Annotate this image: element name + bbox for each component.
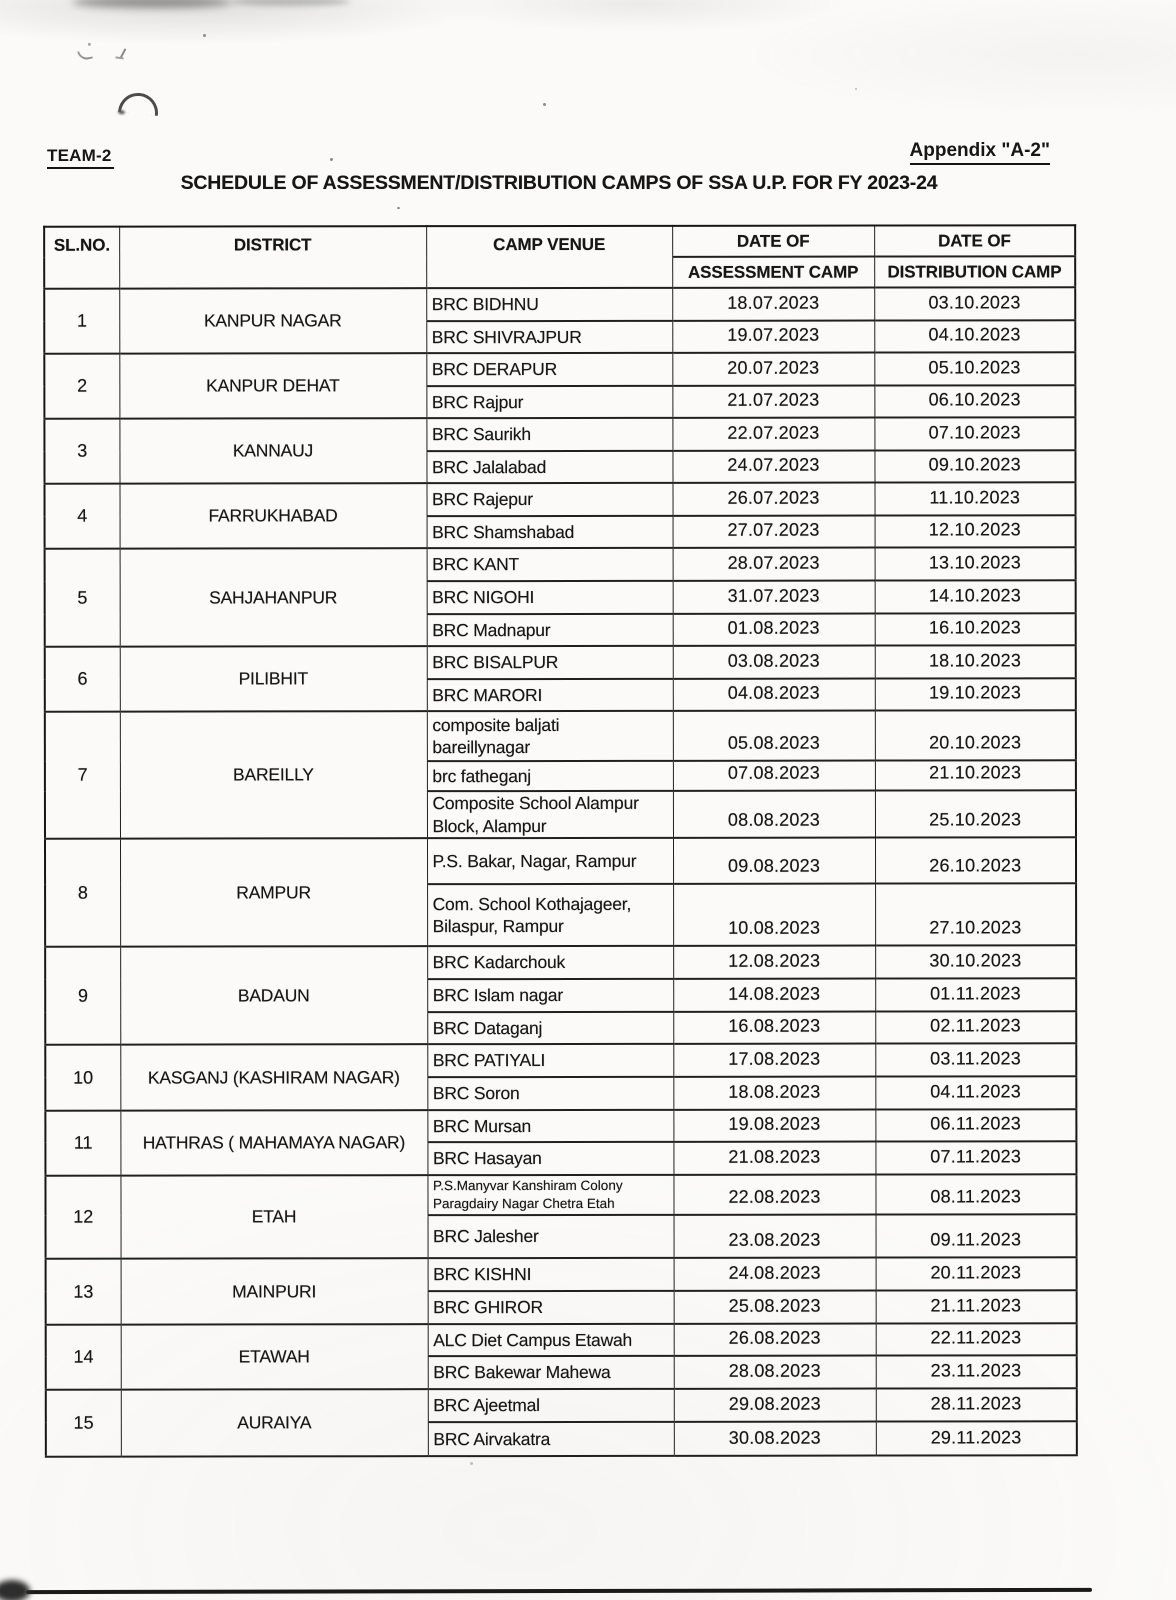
assessment-date-cell: 28.07.2023 [673, 548, 875, 581]
table-row [45, 482, 1076, 516]
distribution-date-cell: 02.11.2023 [875, 1011, 1076, 1043]
assessment-date-cell: 28.08.2023 [674, 1356, 876, 1389]
table-row [46, 1388, 1077, 1422]
district-cell: HATHRAS ( MAHAMAYA NAGAR) [120, 1110, 427, 1175]
distribution-date-cell: 07.11.2023 [875, 1141, 1076, 1174]
assessment-date-cell: 01.08.2023 [673, 614, 875, 646]
team-label: TEAM-2 [47, 146, 114, 169]
venue-cell: BRC KANT [427, 548, 673, 581]
distribution-date-cell: 25.10.2023 [875, 790, 1076, 837]
venue-cell: P.S. Bakar, Nagar, Rampur [427, 838, 673, 884]
assessment-date-cell: 21.07.2023 [672, 386, 874, 418]
venue-cell: BRC Jalalabad [426, 451, 672, 483]
camps-table-body [44, 287, 1077, 1456]
venue-cell: composite baljati bareillynagar [427, 711, 673, 761]
distribution-date-cell: 11.10.2023 [874, 482, 1075, 515]
scan-edge-line [26, 1588, 1092, 1594]
distribution-date-cell: 04.10.2023 [874, 320, 1075, 352]
venue-cell: BRC PATIYALI [427, 1044, 673, 1077]
appendix-label: Appendix "A-2" [910, 140, 1050, 165]
scan-speck [330, 158, 333, 161]
scan-speck [397, 207, 400, 209]
distribution-date-cell: 19.10.2023 [875, 678, 1076, 710]
sl-no-cell: 8 [45, 839, 120, 947]
header-assessment-camp: ASSESSMENT CAMP [672, 257, 874, 288]
scan-speck [855, 88, 857, 90]
distribution-date-cell: 09.11.2023 [876, 1214, 1077, 1257]
table-row [46, 1257, 1077, 1291]
sl-no-cell: 10 [45, 1045, 120, 1111]
venue-cell: BRC MARORI [427, 679, 673, 711]
assessment-date-cell: 18.08.2023 [673, 1077, 875, 1110]
distribution-date-cell: 01.11.2023 [875, 978, 1076, 1011]
assessment-date-cell: 24.07.2023 [672, 451, 874, 483]
venue-cell: BRC Islam nagar [427, 979, 673, 1012]
assessment-date-cell: 07.08.2023 [673, 761, 875, 791]
distribution-date-cell: 14.10.2023 [875, 580, 1076, 613]
venue-cell: BRC Saurikh [426, 418, 672, 451]
district-cell: ETAWAH [121, 1324, 428, 1389]
sl-no-cell: 7 [45, 712, 120, 839]
distribution-date-cell: 20.10.2023 [875, 710, 1076, 760]
assessment-date-cell: 17.08.2023 [673, 1044, 875, 1077]
sl-no-cell: 12 [45, 1176, 120, 1259]
distribution-date-cell: 27.10.2023 [875, 883, 1076, 945]
pencil-mark [120, 48, 127, 59]
venue-cell: BRC GHIROR [428, 1291, 674, 1324]
sl-no-cell: 3 [44, 419, 119, 484]
district-cell: RAMPUR [120, 838, 427, 946]
distribution-date-cell: 03.10.2023 [874, 287, 1075, 320]
table-row [45, 710, 1076, 761]
table-row [44, 287, 1075, 321]
district-cell: KANPUR NAGAR [119, 288, 426, 353]
distribution-date-cell: 29.11.2023 [876, 1421, 1077, 1455]
sl-no-cell: 6 [45, 647, 120, 712]
assessment-date-cell: 26.08.2023 [674, 1324, 876, 1356]
distribution-date-cell: 09.10.2023 [874, 450, 1075, 482]
distribution-date-cell: 28.11.2023 [876, 1388, 1077, 1421]
distribution-date-cell: 18.10.2023 [875, 645, 1076, 678]
table-row [45, 1174, 1076, 1215]
assessment-date-cell: 31.07.2023 [673, 581, 875, 614]
district-cell: SAHJAHANPUR [120, 548, 427, 646]
table-row [45, 1043, 1076, 1077]
table-row [45, 645, 1076, 679]
assessment-date-cell: 23.08.2023 [674, 1215, 876, 1258]
assessment-date-cell: 29.08.2023 [674, 1389, 876, 1422]
table-row [45, 1109, 1076, 1142]
venue-cell: BRC BIDHNU [426, 288, 672, 321]
venue-cell: BRC Bakewar Mahewa [428, 1356, 674, 1389]
distribution-date-cell: 30.10.2023 [875, 945, 1076, 978]
assessment-date-cell: 22.08.2023 [673, 1175, 875, 1215]
header-row-1 [44, 225, 1075, 257]
scan-smudge [230, 0, 350, 6]
district-cell: KANPUR DEHAT [119, 353, 426, 418]
sl-no-cell: 15 [46, 1390, 121, 1457]
assessment-date-cell: 26.07.2023 [673, 483, 875, 516]
assessment-date-cell: 16.08.2023 [673, 1012, 875, 1044]
header-camp-venue: CAMP VENUE [426, 226, 672, 288]
assessment-date-cell: 24.08.2023 [674, 1258, 876, 1291]
assessment-date-cell: 03.08.2023 [673, 646, 875, 679]
venue-cell: BRC NIGOHI [427, 581, 673, 614]
assessment-date-cell: 19.08.2023 [673, 1110, 875, 1142]
assessment-date-cell: 30.08.2023 [674, 1422, 876, 1456]
venue-cell: BRC Mursan [427, 1110, 673, 1142]
distribution-date-cell: 06.11.2023 [875, 1109, 1076, 1141]
distribution-date-cell: 12.10.2023 [875, 515, 1076, 547]
distribution-date-cell: 26.10.2023 [875, 837, 1076, 883]
table-row [44, 417, 1075, 451]
distribution-date-cell: 13.10.2023 [875, 547, 1076, 580]
assessment-date-cell: 27.07.2023 [673, 516, 875, 548]
scan-smudge [72, 0, 232, 8]
venue-cell: BRC Airvakatra [428, 1422, 674, 1456]
assessment-date-cell: 12.08.2023 [673, 946, 875, 979]
distribution-date-cell: 03.11.2023 [875, 1043, 1076, 1076]
distribution-date-cell: 22.11.2023 [876, 1323, 1077, 1355]
venue-cell: BRC KISHNI [428, 1258, 674, 1291]
scan-speck [203, 34, 206, 37]
distribution-date-cell: 07.10.2023 [874, 417, 1075, 450]
assessment-date-cell: 09.08.2023 [673, 838, 875, 884]
venue-cell: BRC Madnapur [427, 614, 673, 646]
sl-no-cell: 14 [46, 1325, 121, 1390]
sl-no-cell: 11 [45, 1111, 120, 1176]
scan-speck [470, 1462, 473, 1465]
pencil-mark [77, 49, 93, 62]
venue-cell: BRC SHIVRAJPUR [426, 321, 672, 353]
district-cell: ETAH [120, 1175, 427, 1258]
district-cell: KANNAUJ [119, 418, 426, 483]
venue-cell: BRC Ajeetmal [428, 1389, 674, 1422]
distribution-date-cell: 21.10.2023 [875, 760, 1076, 790]
distribution-date-cell: 04.11.2023 [875, 1076, 1076, 1109]
distribution-date-cell: 16.10.2023 [875, 613, 1076, 645]
district-cell: PILIBHIT [120, 646, 427, 711]
venue-cell: Composite School Alampur Block, Alampur [427, 791, 673, 838]
venue-cell: BRC Dataganj [427, 1012, 673, 1044]
district-cell: FARRUKHABAD [120, 483, 427, 548]
table-row [44, 352, 1075, 386]
table-row [45, 837, 1076, 884]
table-row [45, 547, 1076, 581]
venue-cell: P.S.Manyvar Kanshiram Colony Paragdairy Nagar Chetra Etah [427, 1175, 673, 1215]
venue-cell: BRC Rajepur [427, 483, 673, 516]
venue-cell: ALC Diet Campus Etawah [428, 1324, 674, 1356]
distribution-date-cell: 05.10.2023 [874, 352, 1075, 385]
assessment-date-cell: 10.08.2023 [673, 884, 875, 946]
assessment-date-cell: 18.07.2023 [672, 288, 874, 321]
sl-no-cell: 2 [44, 354, 119, 419]
distribution-date-cell: 20.11.2023 [876, 1257, 1077, 1290]
sl-no-cell: 5 [45, 549, 120, 647]
assessment-date-cell: 14.08.2023 [673, 979, 875, 1012]
scan-speck [543, 103, 546, 106]
page-title: SCHEDULE OF ASSESSMENT/DISTRIBUTION CAMPS OF SSA U.P. FOR FY 2023-24 [180, 172, 938, 194]
sl-no-cell: 4 [45, 484, 120, 549]
district-cell: BAREILLY [120, 711, 427, 838]
venue-cell: BRC Kadarchouk [427, 946, 673, 979]
sl-no-cell: 13 [46, 1259, 121, 1325]
header-distribution-camp: DISTRIBUTION CAMP [874, 256, 1075, 287]
assessment-date-cell: 20.07.2023 [672, 353, 874, 386]
district-cell: KASGANJ (KASHIRAM NAGAR) [120, 1044, 427, 1110]
district-cell: MAINPURI [121, 1258, 428, 1324]
venue-cell: BRC Hasayan [427, 1142, 673, 1175]
table-header [44, 225, 1075, 288]
venue-cell: BRC DERAPUR [426, 353, 672, 386]
table-row [46, 1323, 1077, 1356]
sl-no-cell: 1 [44, 289, 119, 354]
venue-cell: BRC Shamshabad [427, 516, 673, 548]
venue-cell: Com. School Kothajageer, Bilaspur, Rampur [427, 884, 673, 946]
venue-cell: BRC BISALPUR [427, 646, 673, 679]
distribution-date-cell: 08.11.2023 [875, 1174, 1076, 1214]
header-date-of-assessment: DATE OF [672, 226, 874, 257]
assessment-date-cell: 19.07.2023 [672, 321, 874, 353]
venue-cell: BRC Jalesher [428, 1215, 674, 1258]
assessment-date-cell: 21.08.2023 [673, 1142, 875, 1175]
schedule-table-container [43, 224, 1076, 1457]
distribution-date-cell: 21.11.2023 [876, 1290, 1077, 1323]
venue-cell: brc fatheganj [427, 761, 673, 791]
distribution-date-cell: 23.11.2023 [876, 1355, 1077, 1388]
camps-schedule-table [43, 224, 1078, 1457]
table-row [45, 945, 1076, 979]
assessment-date-cell: 04.08.2023 [673, 679, 875, 711]
header-sl-no: SL.NO. [44, 227, 119, 289]
scan-corner-smudge [0, 1580, 30, 1600]
district-cell: AURAIYA [121, 1389, 428, 1456]
sl-no-cell: 9 [45, 947, 120, 1045]
assessment-date-cell: 25.08.2023 [674, 1291, 876, 1324]
district-cell: BADAUN [120, 946, 427, 1044]
header-date-of-distribution: DATE OF [874, 225, 1075, 256]
assessment-date-cell: 22.07.2023 [672, 418, 874, 451]
distribution-date-cell: 06.10.2023 [874, 385, 1075, 417]
venue-cell: BRC Soron [427, 1077, 673, 1110]
assessment-date-cell: 05.08.2023 [673, 711, 875, 761]
venue-cell: BRC Rajpur [426, 386, 672, 418]
header-district: DISTRICT [119, 226, 426, 288]
assessment-date-cell: 08.08.2023 [673, 791, 875, 838]
pen-arc-mark [118, 91, 160, 116]
